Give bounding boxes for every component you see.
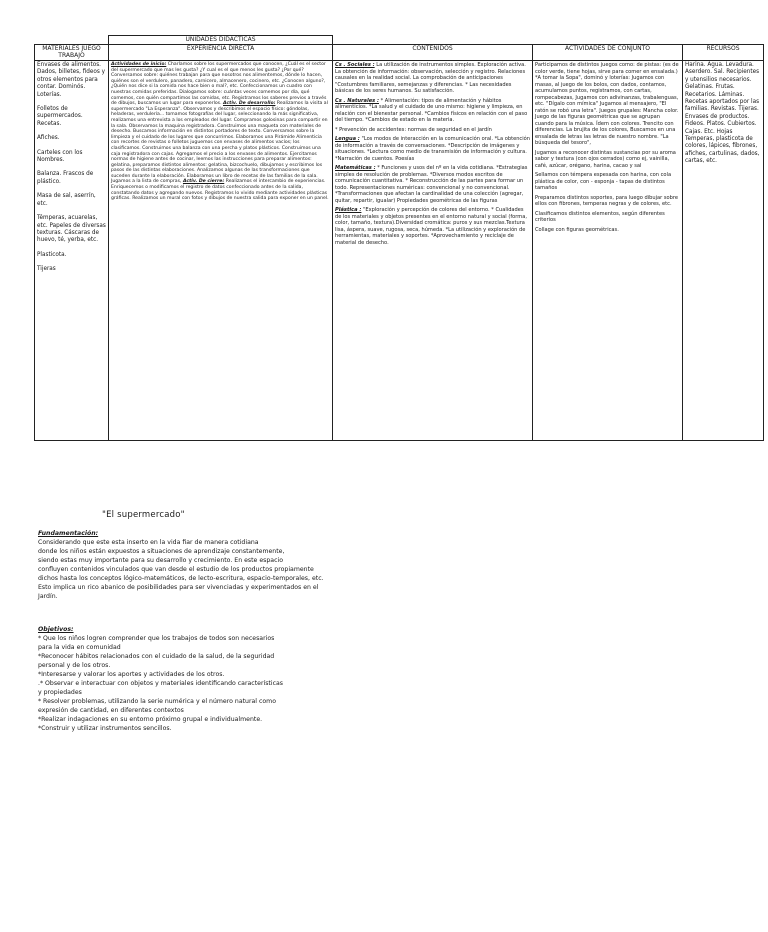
objetivos-section bbox=[38, 626, 728, 734]
table-row bbox=[35, 61, 764, 441]
inicio-label: Actividades de inicio: bbox=[111, 62, 167, 68]
materiales-item: Masa de sal, aserrín, etc. bbox=[37, 193, 96, 207]
actividad-item: Participamos de distintos juegos como: de pistas: (es de color verde, tiene hojas, sirve para comer en ensalada.) *A tomar la Sopa", dominó y loterías: Jugamos con masas, al juego de los bolos, con dados, contamos, acumulamos puntos, registramos, con cartas, rompecabezas, Jugamos con adivinanzas, trabalenguas, etc. "Dígalo con mímica" Jugamos al mensajero, "El ratón se robó una letra". Juegos grupales: Mancha color. Juego de las figuras geométricas que se agrupan cuando para la música. Ídem con colores. Trencito con diferencias. La brujita de los colores, Buscamos en una ensalada de letras las letras de nuestro nombre. "La búsqueda del tesoro", bbox=[535, 62, 679, 147]
actividad-item: Sellamos con témpera espesada con harina, con cola plástica de color, con - esponja - tapas de distintos tamaños bbox=[535, 172, 672, 192]
header-recursos: RECURSOS bbox=[683, 44, 764, 60]
plastica-text: "Exploración y percepción de colores del entorno. * Cualidades de los materiales y objetos presentes en el entorno natural y social (forma, color, tamaño, textura).Diversidad cromática: puros y sus mezclas.Textura lisa, áspera, suave, rugosa, seca, húmeda. *La utilización y exploración de herramientas, materiales y soportes. *Aprovechamiento y reciclaje de material de desecho. bbox=[335, 207, 527, 246]
materiales-item: Balanza. Frascos de plástico. bbox=[37, 171, 94, 185]
header-actividades: ACTIVIDADES DE CONJUNTO bbox=[533, 44, 683, 60]
inicio-text: Charlamos sobre los supermercados que conocen, ¿Cuál es el sector del supermercado que mas les gusta? ¿Y cual es el que menos les gusta? ¿Por qué? Conversamos sobre: quiénes trabajan para que nosotros nos alimentemos, dónde lo hacen, quiénes son el verdulero, panadero, carnicero, almacenero, cocinero, etc. ¿Conocen alguno?, ¿Quién nos dice si la comida nos hace bien o mal?, etc. Confeccionamos un cuadro con nuestras comidas preferidas. Dialogamos sobre: cuántas veces comemos por día, qué comemos, con quién compartimos las comidas, etc. Registramos los saberes previos a través de dibujos, buscamos un lugar para exponerlos. bbox=[111, 62, 327, 107]
experiencia-cell bbox=[109, 61, 333, 441]
objetivo-line: *Realizar indagaciones en su entorno próximo grupal e individualmente. bbox=[38, 715, 263, 723]
header-experiencia: EXPERIENCIA DIRECTA bbox=[109, 44, 333, 60]
prevencion-text: * Prevención de accidentes: normas de seguridad en el jardín bbox=[335, 126, 492, 133]
unit-table bbox=[34, 35, 764, 441]
contenidos-cell bbox=[333, 61, 533, 441]
final-text: Realizamos un mural con fotos y dibujos de nuestra salida para exponer en un panel. bbox=[132, 196, 329, 202]
header-contenidos: CONTENIDOS bbox=[333, 44, 533, 60]
materiales-item: Folletos de supermercados. Recetas. bbox=[37, 106, 83, 127]
fundamentacion-heading: Fundamentación: bbox=[38, 530, 99, 537]
naturales-text: * Alimentación: tipos de alimentación y hábitos alimenticios. *La salud y el cuidado de uno mismo: higiene y limpieza, en relación con el bienestar personal. *Cambios físicos en relación con el paso del tiempo. *Cambios de estado en la materia. bbox=[335, 97, 528, 124]
materiales-item: Tijeras bbox=[37, 266, 56, 273]
materiales-item: Envases de alimentos. Dados, billetes, fideos y otros elementos para contar. Dominós. Loterías. bbox=[37, 62, 106, 98]
fundamentacion-line: siendo estas muy importante para su desarrollo y crecimiento. En este espacio bbox=[38, 556, 283, 564]
fundamentacion-line: confluyen contenidos vinculados que van desde el estudio de los productos propiamente bbox=[38, 565, 314, 573]
objetivo-line: * Resolver problemas, utilizando la serie numérica y el número natural como bbox=[38, 697, 276, 705]
fundamentacion-line: Esto implica un rico abanico de posibilidades para ser vivenciadas y experimentados en el bbox=[38, 583, 319, 591]
objetivo-line: para la vida en comunidad bbox=[38, 643, 121, 651]
document-title: "El supermercado" bbox=[102, 510, 185, 520]
actividades-cell bbox=[533, 61, 683, 441]
materiales-cell bbox=[35, 61, 109, 441]
matematicas-label: Matemáticas : bbox=[335, 165, 376, 172]
fundamentacion-line: Considerando que este esta inserto en la vida fiar de manera cotidiana bbox=[38, 538, 259, 546]
matematicas-text: * Funciones y usos del nº en la vida cotidiana. *Estrategias simples de resolución de problemas. *Diversos modos escritos de comunicación cuantitativa. * Reconstrucción de las partes para formar un todo. Representaciones numéricas: convencional y no convencional. *Transformaciones que afectan la cardinalidad de una colección (agregar, quitar, repartir, igualar) Propiedades geométricas de las figuras bbox=[335, 165, 528, 204]
actividad-item: Preparamos distintos soportes, para luego dibujar sobre ellos con fibrones, temperas negras y de colores, etc. bbox=[535, 194, 679, 208]
objetivo-line: * Que los niños logren comprender que los trabajos de todos son necesarios bbox=[38, 634, 275, 642]
materiales-item: Afiches. bbox=[37, 135, 60, 142]
objetivo-line: .* Observar e interactuar con objetos y materiales identificando características bbox=[38, 679, 283, 687]
objetivo-line: y propiedades bbox=[38, 688, 82, 696]
lengua-text: "Los modos de interacción en la comunicación oral. *La obtención de información a través de conversaciones. *Descripción de imágenes y situaciones. *Lectura como medio de transmisión de información y cultura. *Narración de cuentos. Poesías bbox=[335, 136, 530, 162]
unit-title: UNIDADES DIDACTICAS bbox=[109, 36, 333, 45]
objetivo-line: personal y de los otros. bbox=[38, 661, 111, 669]
objetivo-line: *Construir y utilizar instrumentos sencillos. bbox=[38, 724, 172, 732]
fundamentacion-section bbox=[38, 530, 728, 602]
fundamentacion-line: Jardín. bbox=[38, 592, 58, 600]
materiales-item: Plasticota. bbox=[37, 251, 67, 258]
materiales-item: Carteles con los Nombres. bbox=[37, 149, 83, 164]
naturales-label: Cs . Naturales : bbox=[335, 97, 380, 104]
materiales-item: Témperas, acuarelas, etc. Papeles de diversas texturas. Cáscaras de huevo, té, yerba, etc. bbox=[37, 215, 106, 244]
sociales-label: Cs . Sociales : bbox=[335, 62, 375, 69]
plastica-label: Plástica : bbox=[335, 207, 362, 214]
desarrollo-text: Realizamos la visita al supermercado "La Esperanza". Observamos y describimos el espacio físico: góndolas, heladeras, verdulería... tomamos fotografías del lugar, seleccionando la más significativa, realizamos una entrevista a los empleados del lugar. Compramos golosinas para compartir en la sala. Observamos la maquina registradora. Construimos una maqueta con materiales de desecho. Buscamos información en distintos portadores de texto. Conversamos sobre la limpieza y el cuidado de los lugares que concurrimos. Elaboramos una Pirámide Alimenticia con recortes de revistas o folletos juguemos con envases de alimentos vacíos; los clasificamos. Construimos una balanza con una percha y platos plásticos. Construimos una caja registradora con cajas. Agregamos el precio a los envases de alimentos. Ejercitamos normas de higiene antes de cocinar, leemos las instrucciones para preparar alimentos: gelatina, preparamos distintos alimentos: gelatina, bizcochuelo, dibujamos y escribimos los pasos de las distintas elaboraciones. Analizamos algunas de las transformaciones que suceden durante la elaboración. Elaboramos un libro de recetas de las familias de la sala. Jugamos a la lista de compras, bbox=[111, 101, 328, 185]
desarrollo-label: Activ. De desarrollo: bbox=[223, 101, 276, 107]
cierre-text: Realizamos el intercambio de experiencias. Enriquecemos o modificamos el registro de datos confeccionado antes de la salida, constatando datos y agregando nuevos. Registramos lo vivido mediante actividades plásticas gráficas. bbox=[111, 179, 328, 202]
actividad-item: Jugamos a reconocer distintas sustancias por su aroma sabor y textura (con ojos cerrados) como ej, vainilla, café, azúcar, orégano, harina, cacao y sal bbox=[535, 149, 676, 169]
lengua-label: Lengua : bbox=[335, 136, 360, 143]
objetivos-heading: Objetivos: bbox=[38, 626, 74, 633]
fundamentacion-line: donde los niños están expuestos a situaciones de aprendizaje constantemente, bbox=[38, 547, 285, 555]
header-materiales: MATERIALES JUEGO TRABAJO bbox=[35, 44, 109, 60]
actividad-item: Collage con figuras geométricas. bbox=[535, 226, 619, 233]
table-header-row bbox=[35, 44, 764, 60]
objetivo-line: expresión de cantidad, en diferentes contextos bbox=[38, 706, 184, 714]
sociales-text: La utilización de instrumentos simples. Exploración activa. La obtención de información: observación, selección y registro. Relaciones causales en la realidad social. La comprobación de anticipaciones "Costumbres familiares, semejanzas y diferencias. * Las necesidades básicas de los seres humanos. Su satisfacción. bbox=[335, 62, 526, 95]
recursos-cell: Harina. Agua. Levadura. Aserdero. Sal. Recipientes y utensilios necesarios. Gelatinas. Frutas. Recetarios. Láminas. Recetas aportados por las familias. Revistas. Tijeras. Envases de productos. Fideos. Platos. Cubiertos. Cajas. Etc. Hojas Temperas, plasticota de colores, lápices, fibrones, afiches, cartulinas, dados, cartas, etc. bbox=[683, 61, 764, 441]
objetivo-line: *Interesarse y valorar los aportes y actividades de los otros. bbox=[38, 670, 225, 678]
cierre-label: Activ. De cierre: bbox=[182, 179, 225, 185]
actividad-item: Clasificamos distintos elementos, según diferentes criterios bbox=[535, 210, 665, 224]
fundamentacion-line: dichos hasta los conceptos lógico-matemáticos, de lecto-escritura, espacio-temporales, etc. bbox=[38, 574, 324, 582]
objetivo-line: *Reconocer hábitos relacionados con el cuidado de la salud, de la seguridad bbox=[38, 652, 275, 660]
